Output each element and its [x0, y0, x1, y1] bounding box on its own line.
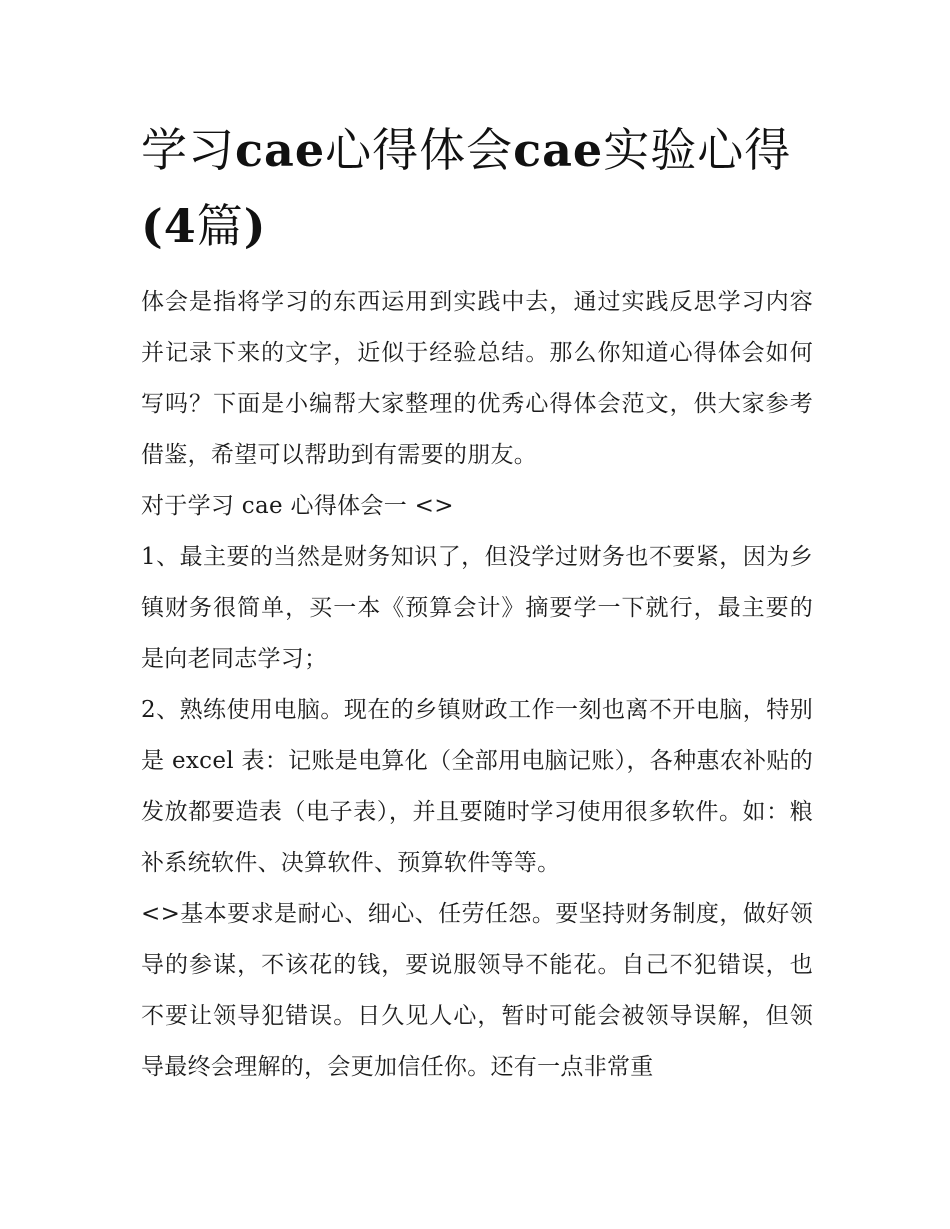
title-segment: 实验心得 [603, 123, 792, 177]
body-paragraph: <>基本要求是耐心、细心、任劳任怨。要坚持财务制度，做好领导的参谋，不该花的钱，要说服领导不能花。自己不犯错误，也不要让领导犯错误。日久见人心，暂时可能会被领导误解，但领导最终会理解的，会更加信任你。还有一点非常重 [141, 901, 813, 1080]
title-segment: cae [513, 123, 604, 177]
body-paragraph: 1、最主要的当然是财务知识了，但没学过财务也不要紧，因为乡镇财务很简单，买一本《预算会计》摘要学一下就行，最主要的是向老同志学习； [141, 544, 813, 672]
title-segment: cae [235, 123, 326, 177]
intro-paragraph: 体会是指将学习的东西运用到实践中去，通过实践反思学习内容并记录下来的文字，近似于经验总结。那么你知道心得体会如何写吗？下面是小编帮大家整理的优秀心得体会范文，供大家参考借鉴，希望可以帮助到有需要的朋友。 [141, 289, 813, 468]
title-segment: 学习 [141, 123, 235, 177]
section-heading: 对于学习 cae 心得体会一 <> [141, 493, 454, 519]
title-segment: ) [243, 199, 267, 253]
document-title [141, 112, 813, 264]
document-body [141, 112, 813, 1093]
title-segment: 篇 [196, 199, 244, 253]
body-paragraph: 2、熟练使用电脑。现在的乡镇财政工作一刻也离不开电脑，特别是 excel 表：记账是电算化（全部用电脑记账），各种惠农补贴的发放都要造表（电子表），并且要随时学习使用很多软件。如：粮补系统软件、决算软件、预算软件等等。 [141, 697, 813, 876]
title-segment: 心得体会 [325, 123, 514, 177]
title-segment: (4 [141, 199, 197, 253]
